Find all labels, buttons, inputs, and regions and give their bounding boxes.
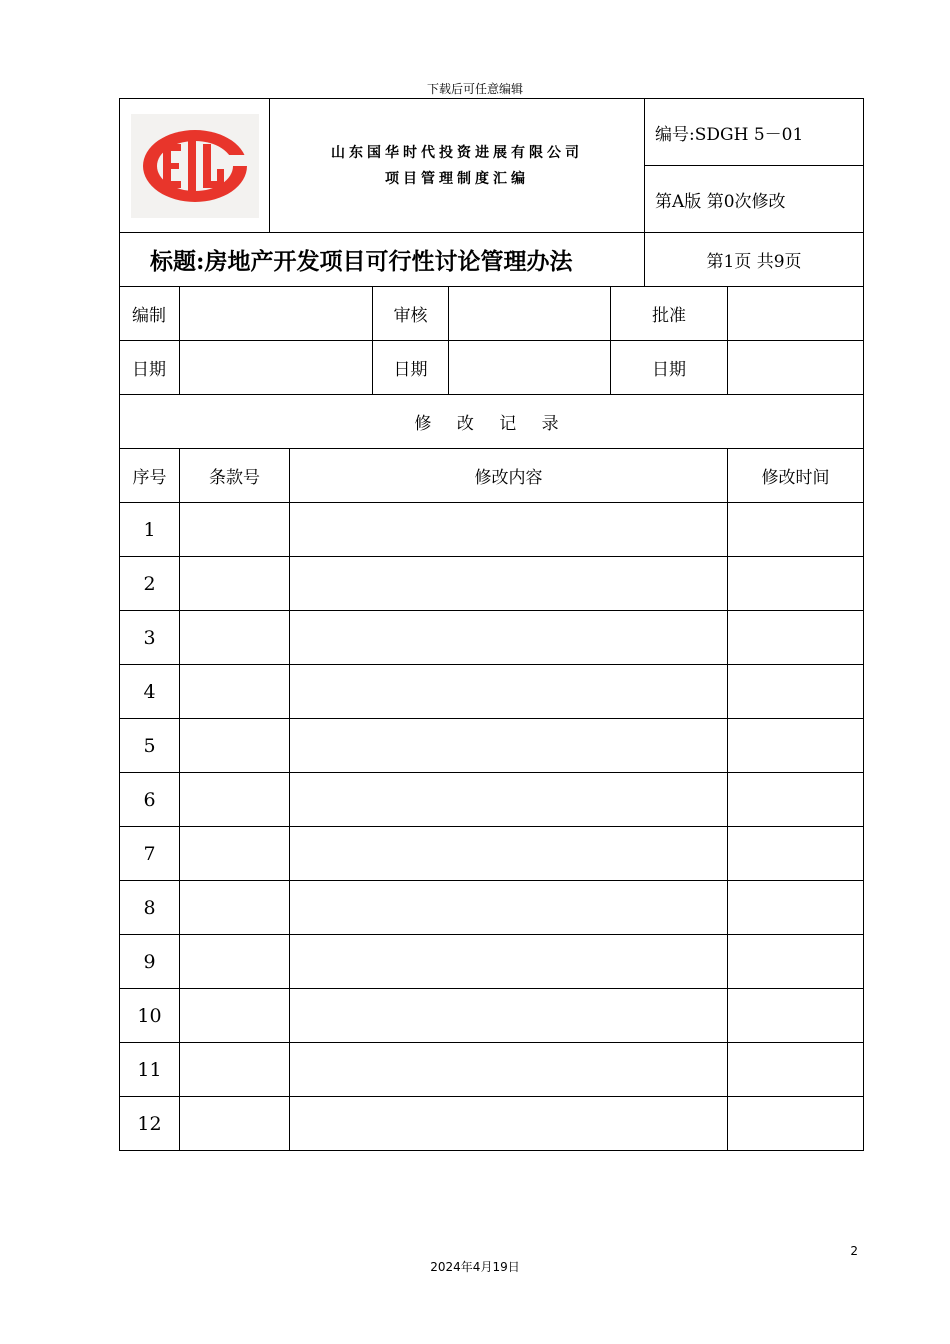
row-time[interactable]: [728, 773, 864, 827]
approve-date-label: 日期: [611, 341, 728, 395]
page-info: 第1页 共9页: [645, 233, 864, 287]
prepare-date-value[interactable]: [180, 341, 373, 395]
row-number: 3: [120, 611, 180, 665]
row-clause[interactable]: [180, 881, 290, 935]
table-row: [120, 989, 864, 1043]
footer-date: 2024年4月19日: [430, 1260, 520, 1274]
row-time[interactable]: [728, 989, 864, 1043]
prepare-date-label: 日期: [120, 341, 180, 395]
doc-code: 编号:SDGH 5－01: [645, 99, 864, 166]
row-clause[interactable]: [180, 719, 290, 773]
table-row: [120, 827, 864, 881]
table-row: [120, 665, 864, 719]
record-rows: [120, 503, 864, 1151]
row-time[interactable]: [728, 1097, 864, 1151]
row-time[interactable]: [728, 881, 864, 935]
row-time[interactable]: [728, 1043, 864, 1097]
row-number: 1: [120, 503, 180, 557]
logo-cell: [120, 99, 270, 233]
doc-title: 标题:房地产开发项目可行性讨论管理办法: [120, 233, 645, 287]
row-clause[interactable]: [180, 1043, 290, 1097]
header-note: 下载后可任意编辑: [426, 82, 523, 96]
row-content[interactable]: [290, 773, 728, 827]
prepare-label: 编制: [120, 287, 180, 341]
row-content[interactable]: [290, 1043, 728, 1097]
table-row: [120, 503, 864, 557]
row-content[interactable]: [290, 719, 728, 773]
row-clause[interactable]: [180, 503, 290, 557]
row-clause[interactable]: [180, 935, 290, 989]
row-time[interactable]: [728, 503, 864, 557]
table-row: [120, 611, 864, 665]
row-number: 12: [120, 1097, 180, 1151]
review-label: 审核: [373, 287, 449, 341]
row-number: 8: [120, 881, 180, 935]
doc-version: 第A版 第0次修改: [645, 166, 864, 233]
row-content[interactable]: [290, 557, 728, 611]
row-content[interactable]: [290, 503, 728, 557]
row-clause[interactable]: [180, 827, 290, 881]
row-time[interactable]: [728, 557, 864, 611]
row-clause[interactable]: [180, 665, 290, 719]
header-time: 修改时间: [728, 449, 864, 503]
row-content[interactable]: [290, 827, 728, 881]
row-number: 4: [120, 665, 180, 719]
row-number: 10: [120, 989, 180, 1043]
approve-label: 批准: [611, 287, 728, 341]
review-date-value[interactable]: [449, 341, 611, 395]
approve-value[interactable]: [728, 287, 864, 341]
row-content[interactable]: [290, 881, 728, 935]
page-number: 2: [850, 1244, 858, 1258]
approve-date-value[interactable]: [728, 341, 864, 395]
header-content: 修改内容: [290, 449, 728, 503]
table-row: [120, 881, 864, 935]
eig-logo-icon: [139, 125, 251, 207]
row-content[interactable]: [290, 1097, 728, 1151]
company-subtitle: 项目管理制度汇编: [385, 170, 530, 187]
row-number: 7: [120, 827, 180, 881]
table-row: [120, 1043, 864, 1097]
row-content[interactable]: [290, 665, 728, 719]
row-time[interactable]: [728, 827, 864, 881]
table-row: [120, 719, 864, 773]
row-number: 9: [120, 935, 180, 989]
review-date-label: 日期: [373, 341, 449, 395]
company-logo: [131, 114, 259, 218]
company-name: 山东国华时代投资进展有限公司: [331, 144, 584, 161]
row-content[interactable]: [290, 989, 728, 1043]
row-number: 6: [120, 773, 180, 827]
row-clause[interactable]: [180, 557, 290, 611]
review-value[interactable]: [449, 287, 611, 341]
row-content[interactable]: [290, 611, 728, 665]
prepare-value[interactable]: [180, 287, 373, 341]
table-row: [120, 935, 864, 989]
row-time[interactable]: [728, 935, 864, 989]
row-content[interactable]: [290, 935, 728, 989]
row-clause[interactable]: [180, 773, 290, 827]
company-cell: [270, 99, 645, 233]
row-time[interactable]: [728, 611, 864, 665]
row-clause[interactable]: [180, 1097, 290, 1151]
row-number: 11: [120, 1043, 180, 1097]
header-seq: 序号: [120, 449, 180, 503]
row-time[interactable]: [728, 719, 864, 773]
row-number: 2: [120, 557, 180, 611]
table-row: [120, 1097, 864, 1151]
document-form: [119, 98, 864, 1151]
table-row: [120, 773, 864, 827]
row-clause[interactable]: [180, 989, 290, 1043]
row-time[interactable]: [728, 665, 864, 719]
record-title: 修 改 记 录: [120, 395, 864, 449]
table-row: [120, 557, 864, 611]
row-clause[interactable]: [180, 611, 290, 665]
header-clause: 条款号: [180, 449, 290, 503]
row-number: 5: [120, 719, 180, 773]
